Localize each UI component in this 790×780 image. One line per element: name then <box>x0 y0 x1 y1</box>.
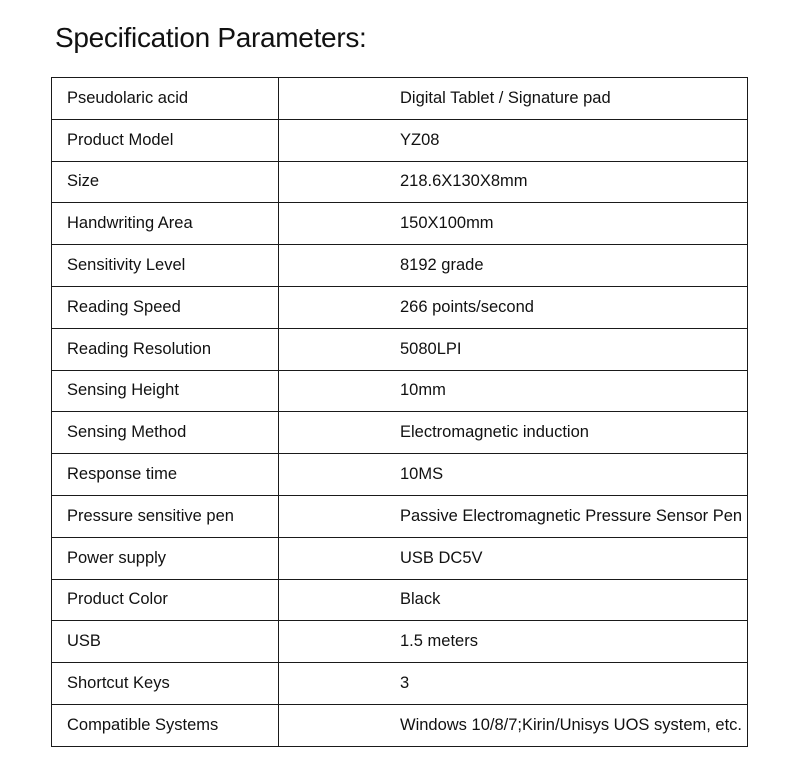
spec-row <box>52 663 748 705</box>
spec-row <box>52 579 748 621</box>
spec-param-name: Pressure sensitive pen <box>52 495 279 537</box>
spec-param-value: 1.5 meters <box>279 621 748 663</box>
spec-param-value: 10MS <box>279 454 748 496</box>
spec-row <box>52 621 748 663</box>
spec-param-name: Power supply <box>52 537 279 579</box>
spec-row <box>52 286 748 328</box>
spec-param-name: Size <box>52 161 279 203</box>
spec-param-name: Compatible Systems <box>52 704 279 746</box>
spec-param-name: Reading Speed <box>52 286 279 328</box>
spec-row <box>52 328 748 370</box>
spec-row <box>52 495 748 537</box>
page-title: Specification Parameters: <box>55 22 367 53</box>
spec-row <box>52 245 748 287</box>
spec-row <box>52 537 748 579</box>
spec-param-value: 5080LPI <box>279 328 748 370</box>
spec-row <box>52 454 748 496</box>
spec-row <box>52 78 748 120</box>
spec-param-name: USB <box>52 621 279 663</box>
spec-row <box>52 119 748 161</box>
spec-param-value: Black <box>279 579 748 621</box>
spec-param-value: 10mm <box>279 370 748 412</box>
spec-row <box>52 161 748 203</box>
spec-row <box>52 370 748 412</box>
spec-param-value: Digital Tablet / Signature pad <box>279 78 748 120</box>
spec-param-name: Shortcut Keys <box>52 663 279 705</box>
spec-param-value: Passive Electromagnetic Pressure Sensor Pen <box>279 495 748 537</box>
spec-param-name: Pseudolaric acid <box>52 78 279 120</box>
spec-param-name: Reading Resolution <box>52 328 279 370</box>
spec-param-value: USB DC5V <box>279 537 748 579</box>
spec-row <box>52 203 748 245</box>
spec-row <box>52 412 748 454</box>
spec-param-value: 150X100mm <box>279 203 748 245</box>
spec-param-name: Sensitivity Level <box>52 245 279 287</box>
spec-param-value: 3 <box>279 663 748 705</box>
spec-table <box>51 77 748 747</box>
spec-param-name: Sensing Height <box>52 370 279 412</box>
spec-param-name: Product Color <box>52 579 279 621</box>
spec-param-value: YZ08 <box>279 119 748 161</box>
spec-param-name: Sensing Method <box>52 412 279 454</box>
spec-param-value: Windows 10/8/7;Kirin/Unisys UOS system, etc. <box>279 704 748 746</box>
spec-param-value: 266 points/second <box>279 286 748 328</box>
spec-row <box>52 704 748 746</box>
spec-param-value: 218.6X130X8mm <box>279 161 748 203</box>
spec-param-name: Response time <box>52 454 279 496</box>
spec-param-value: Electromagnetic induction <box>279 412 748 454</box>
spec-param-name: Handwriting Area <box>52 203 279 245</box>
spec-table-body <box>52 78 748 747</box>
spec-param-value: 8192 grade <box>279 245 748 287</box>
spec-param-name: Product Model <box>52 119 279 161</box>
